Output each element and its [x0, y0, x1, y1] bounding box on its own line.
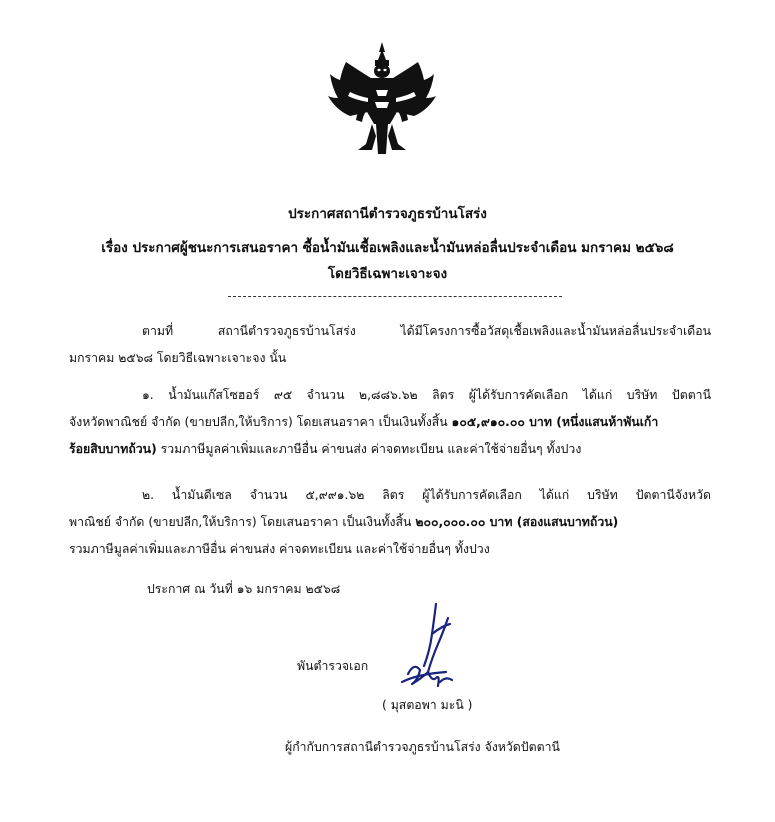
signer-rank: พันตำรวจเอก: [297, 659, 369, 673]
item-2-line-2: [69, 509, 711, 536]
procurement-method-line: โดยวิธีเฉพาะเจาะจง: [327, 266, 448, 282]
item-1-line-2: [69, 409, 711, 436]
item-1-line-1: ๑. น้ำมันแก๊สโซฮอร์ ๙๕ จำนวน ๒,๘๘๖.๖๒ ลิตร ผู้ได้รับการคัดเลือก ได้แก่ บริษัท ปัตตานี: [142, 388, 711, 402]
announcement-title: ประกาศสถานีตำรวจภูธรบ้านโสร่ง: [288, 206, 487, 222]
item-1-line-3: [69, 436, 711, 463]
item-1-paragraph: [69, 382, 711, 463]
signer-position: ผู้กำกับการสถานีตำรวจภูธรบ้านโสร่ง จังหวัดปัตตานี: [285, 740, 560, 754]
item-2-text: พาณิชย์ จำกัด (ขายปลีก,ให้บริการ) โดยเสนอราคา เป็นเงินทั้งสิ้น: [69, 515, 412, 529]
intro-paragraph: [69, 318, 711, 372]
item-1-tax-note: รวมภาษีมูลค่าเพิ่มและภาษีอื่น ค่าขนส่ง ค่าจดทะเบียน และค่าใช้จ่ายอื่นๆ ทั้งปวง: [160, 442, 582, 456]
handwritten-signature-icon: [388, 600, 468, 700]
intro-line-1: ตามที่ สถานีตำรวจภูธรบ้านโสร่ง ได้มีโครงการซื้อวัสดุเชื้อเพลิงและน้ำมันหล่อลื่นประจำเดือน: [142, 324, 711, 338]
subject-line: เรื่อง ประกาศผู้ชนะการเสนอราคา ซื้อน้ำมันเชื้อเพลิงและน้ำมันหล่อลื่นประจำเดือน มกราคม ๒๕๖๘: [101, 240, 674, 256]
item-1-text: จังหวัดพาณิชย์ จำกัด (ขายปลีก,ให้บริการ) โดยเสนอราคา เป็นเงินทั้งสิ้น: [69, 415, 448, 429]
signer-name: ( มุสตอพา มะนิ ): [382, 698, 473, 712]
garuda-emblem-icon: [328, 40, 436, 158]
item-1-amount: ๑๐๕,๙๑๐.๐๐ บาท (หนึ่งแสนห้าพันเก้า: [451, 415, 659, 429]
item-2-amount: ๒๐๐,๐๐๐.๐๐ บาท (สองแสนบาทถ้วน): [415, 515, 619, 529]
item-2-paragraph: [69, 482, 711, 563]
section-divider: [228, 296, 562, 297]
item-2-tax-note: รวมภาษีมูลค่าเพิ่มและภาษีอื่น ค่าขนส่ง ค่าจดทะเบียน และค่าใช้จ่ายอื่นๆ ทั้งปวง: [69, 542, 490, 556]
item-2-line-1: ๒. น้ำมันดีเซล จำนวน ๕,๙๙๑.๖๒ ลิตร ผู้ได้รับการคัดเลือก ได้แก่ บริษัท ปัตตานีจังหวัด: [142, 488, 711, 502]
announcement-date: ประกาศ ณ วันที่ ๑๖ มกราคม ๒๕๖๘: [147, 582, 341, 596]
item-1-amount-words: ร้อยสิบบาทถ้วน): [69, 442, 157, 456]
intro-line-2: มกราคม ๒๕๖๘ โดยวิธีเฉพาะเจาะจง นั้น: [69, 351, 287, 365]
